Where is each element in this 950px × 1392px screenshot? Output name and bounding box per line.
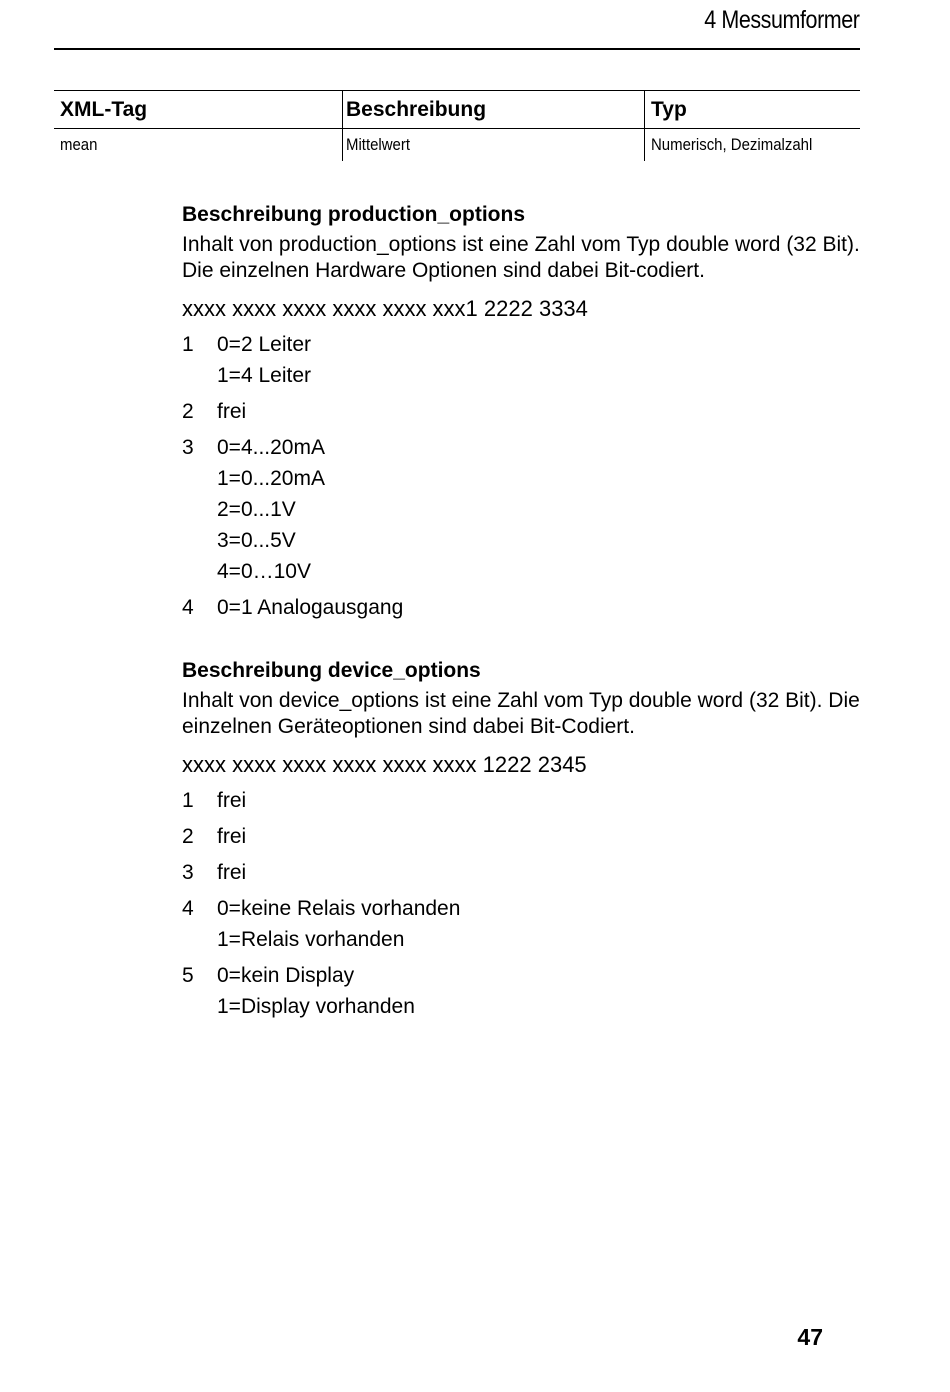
item-number: 1 — [182, 789, 194, 812]
item-values — [217, 821, 246, 852]
column-header-typ: Typ — [645, 91, 861, 129]
section-title: Beschreibung production_options — [182, 203, 526, 226]
page-number: 47 — [797, 1324, 823, 1350]
table-cell-beschreibung — [343, 129, 645, 162]
list-item — [182, 893, 862, 955]
table-row — [54, 129, 860, 162]
item-value-line: 0=2 Leiter — [217, 333, 311, 356]
item-value-line: 1=4 Leiter — [217, 364, 311, 387]
item-value-line: 0=kein Display — [217, 964, 355, 987]
item-value-line: 0=4...20mA — [217, 436, 325, 459]
item-values — [217, 960, 415, 1022]
item-value-line: frei — [217, 789, 247, 812]
item-number: 3 — [182, 861, 194, 884]
item-value-line: 1=Relais vorhanden — [217, 928, 405, 951]
list-item — [182, 960, 862, 1022]
item-values — [217, 329, 311, 391]
item-value-line: 4=0…10V — [217, 560, 311, 583]
item-value-line: 3=0...5V — [217, 529, 296, 552]
header-divider — [54, 48, 860, 50]
item-value-line: frei — [217, 861, 247, 884]
table-cell-typ — [645, 129, 861, 162]
item-value-line: 0=keine Relais vorhanden — [217, 897, 461, 920]
list-item — [182, 432, 862, 587]
cell-text: Numerisch, Dezimalzahl — [651, 135, 813, 154]
item-values — [217, 432, 325, 587]
production-options-section — [182, 202, 862, 623]
table-cell-xml-tag — [54, 129, 343, 162]
bit-definition-list — [182, 329, 862, 623]
list-item — [182, 821, 862, 852]
chapter-title: 4 Messumformer — [704, 6, 860, 34]
item-number: 4 — [182, 596, 194, 619]
column-header-beschreibung: Beschreibung — [343, 91, 645, 129]
item-number: 3 — [182, 436, 194, 459]
section-description: Inhalt von production_options ist eine Zahl vom Typ double word (32 Bit). Die einzelnen Hardware Optionen sind dabei Bit-codiert. — [182, 233, 860, 282]
section-title: Beschreibung device_options — [182, 659, 481, 682]
section-description: Inhalt von device_options ist eine Zahl vom Typ double word (32 Bit). Die einzelnen Geräteoptionen sind dabei Bit-Codiert. — [182, 689, 860, 738]
list-item — [182, 785, 862, 816]
bit-definition-list — [182, 785, 862, 1022]
item-values — [217, 592, 403, 623]
item-number: 2 — [182, 400, 194, 423]
item-values — [217, 785, 246, 816]
list-item — [182, 592, 862, 623]
list-item — [182, 329, 862, 391]
item-value-line: frei — [217, 825, 247, 848]
table-header-row — [54, 91, 860, 129]
bitmask-line: xxxx xxxx xxxx xxxx xxxx xxx1 2222 3334 — [182, 296, 588, 321]
item-value-line: frei — [217, 400, 247, 423]
column-header-xml-tag: XML-Tag — [54, 91, 343, 129]
bitmask-line: xxxx xxxx xxxx xxxx xxxx xxxx 1222 2345 — [182, 752, 587, 777]
item-value-line: 2=0...1V — [217, 498, 296, 521]
item-number: 4 — [182, 897, 194, 920]
device-options-section — [182, 658, 862, 1022]
item-number: 5 — [182, 964, 194, 987]
cell-text: Mittelwert — [346, 135, 411, 154]
item-values — [217, 893, 460, 955]
cell-text: mean — [60, 135, 98, 154]
item-value-line: 0=1 Analogausgang — [217, 596, 404, 619]
xml-tag-table — [54, 90, 860, 161]
item-value-line: 1=Display vorhanden — [217, 995, 415, 1018]
item-values — [217, 857, 246, 888]
item-value-line: 1=0...20mA — [217, 467, 325, 490]
item-number: 2 — [182, 825, 194, 848]
item-number: 1 — [182, 333, 194, 356]
list-item — [182, 396, 862, 427]
item-values — [217, 396, 246, 427]
list-item — [182, 857, 862, 888]
